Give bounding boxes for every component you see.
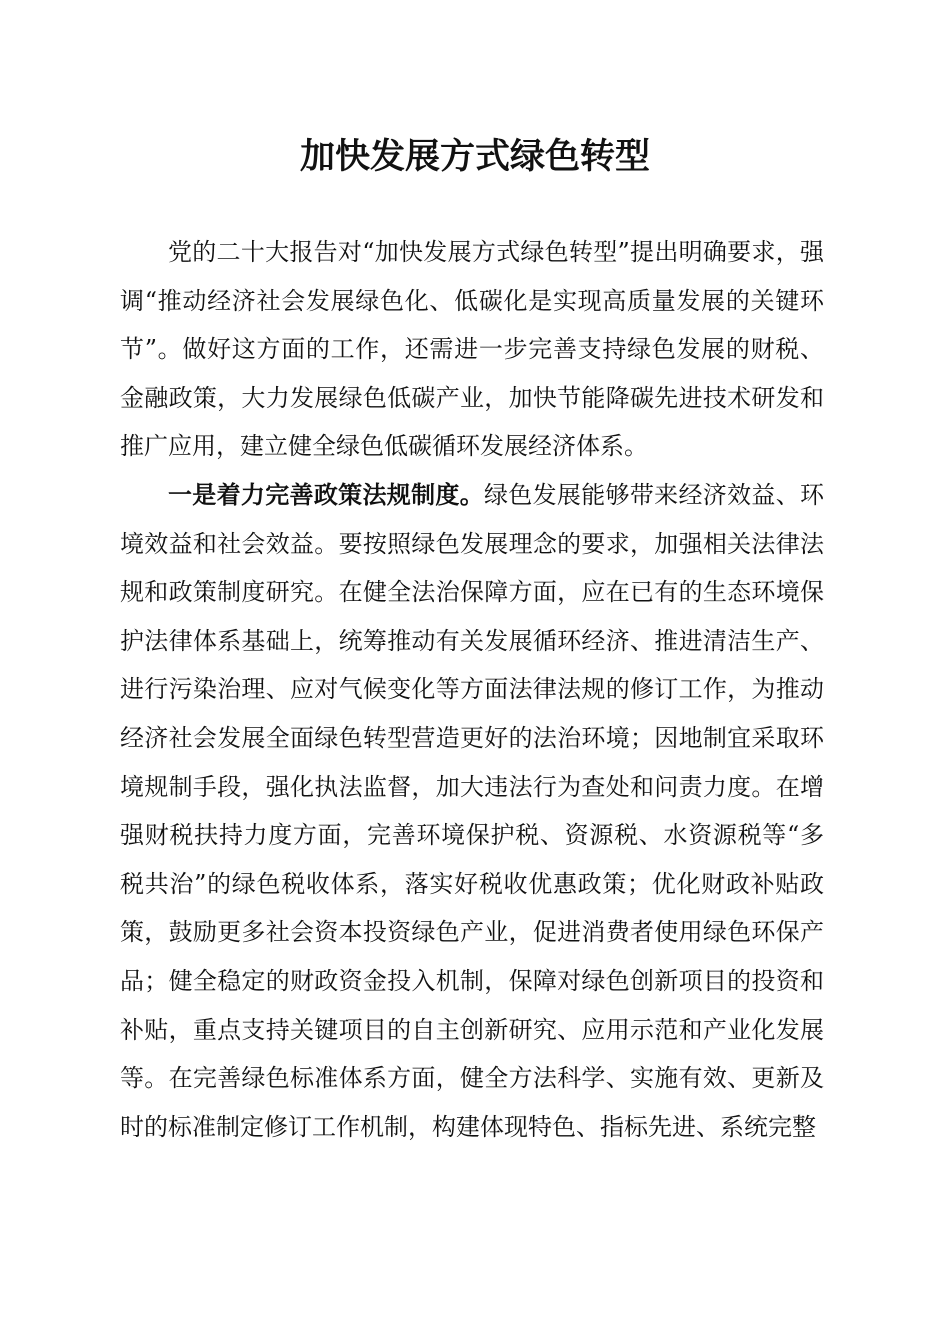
paragraph-intro: 党的二十大报告对“加快发展方式绿色转型”提出明确要求，强调“推动经济社会发展绿色化、低碳化是实现高质量发展的关键环节”。做好这方面的工作，还需进一步完善支持绿色发展的财税、金融政策，大力发展绿色低碳产业，加快节能降碳先进技术研发和推广应用，建立健全绿色低碳循环发展经济体系。 — [120, 238, 824, 461]
paragraph-policy — [120, 471, 824, 1151]
document-title: 加快发展方式绿色转型 — [299, 136, 650, 177]
document-body — [120, 228, 824, 1151]
paragraph-lead-heading: 一是着力完善政策法规制度。 — [168, 479, 484, 509]
paragraph-policy-text: 绿色发展能够带来经济效益、环境效益和社会效益。要按照绿色发展理念的要求，加强相关法律法规和政策制度研究。在健全法治保障方面，应在已有的生态环境保护法律体系基础上，统筹推动有关发展循环经济、推进清洁生产、进行污染治理、应对气候变化等方面法律法规的修订工作，为推动经济社会发展全面绿色转型营造更好的法治环境；因地制宜采取环境规制手段，强化执法监督，加大违法行为查处和问责力度。在增强财税扶持力度方面，完善环境保护税、资源税、水资源税等“多税共治”的绿色税收体系，落实好税收优惠政策；优化财政补贴政策，鼓励更多社会资本投资绿色产业，促进消费者使用绿色环保产品；健全稳定的财政资金投入机制，保障对绿色创新项目的投资和补贴，重点支持关键项目的自主创新研究、应用示范和产业化发展等。在完善绿色标准体系方面，健全方法科学、实施有效、更新及时的标准制定修订工作机制，构建体现特色、指标先进、系统完整 — [120, 480, 824, 1141]
